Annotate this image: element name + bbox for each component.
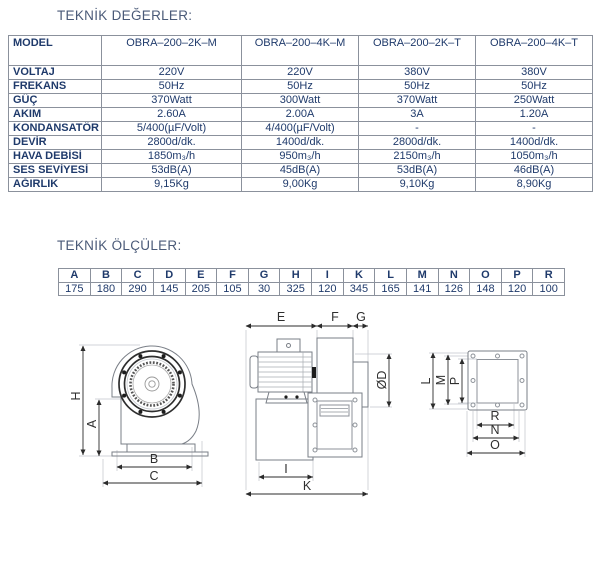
dim-label-b: B	[149, 452, 159, 466]
spec-value: 5/400(µF/Volt)	[102, 122, 242, 136]
technical-drawings	[0, 300, 600, 570]
spec-value: 46dB(A)	[476, 164, 593, 178]
spec-value: 370Watt	[102, 94, 242, 108]
spec-row-label: KONDANSATÖR	[9, 122, 102, 136]
spec-row-label: AKIM	[9, 108, 102, 122]
spec-value: 50Hz	[242, 80, 359, 94]
dim-letter: D	[153, 269, 185, 283]
dim-value: 105	[217, 282, 249, 296]
spec-row-label: SES SEVİYESİ	[9, 164, 102, 178]
spec-row	[9, 150, 593, 164]
spec-row	[9, 108, 593, 122]
dim-letter: A	[59, 269, 91, 283]
dim-value: 145	[153, 282, 185, 296]
spec-value: 50Hz	[476, 80, 593, 94]
spec-row-label: GÜÇ	[9, 94, 102, 108]
spec-row-label: FREKANS	[9, 80, 102, 94]
spec-value: 1400d/dk.	[476, 136, 593, 150]
model-header: OBRA–200–2K–M	[102, 36, 242, 66]
dim-letter: B	[90, 269, 122, 283]
spec-row-label: HAVA DEBİSİ	[9, 150, 102, 164]
dim-letter: L	[375, 269, 407, 283]
spec-row-label: AĞIRLIK	[9, 178, 102, 192]
spec-value: 2.60A	[102, 108, 242, 122]
spec-value: 1850m₃/h	[102, 150, 242, 164]
spec-value: 2800d/dk.	[102, 136, 242, 150]
dim-label-g: G	[356, 310, 366, 324]
dim-value: 100	[533, 282, 565, 296]
dim-value: 120	[501, 282, 533, 296]
spec-value: 9,10Kg	[359, 178, 476, 192]
spec-value: 50Hz	[102, 80, 242, 94]
dim-value: 325	[280, 282, 312, 296]
spec-row-label: DEVİR	[9, 136, 102, 150]
dim-letter: N	[438, 269, 470, 283]
spec-row	[9, 66, 593, 80]
spec-value: 950m₃/h	[242, 150, 359, 164]
spec-value: 250Watt	[476, 94, 593, 108]
spec-value: 1050m₃/h	[476, 150, 593, 164]
model-header: OBRA–200–2K–T	[359, 36, 476, 66]
dim-value: 126	[438, 282, 470, 296]
values-table	[8, 35, 593, 192]
section-title-teknik-degerler: TEKNİK DEĞERLER:	[57, 8, 193, 23]
dim-value: 175	[59, 282, 91, 296]
dim-letter-row	[59, 269, 565, 283]
dim-letter: M	[406, 269, 438, 283]
dim-letter: G	[248, 269, 280, 283]
dim-letter: P	[501, 269, 533, 283]
dim-letter: O	[470, 269, 502, 283]
model-header: OBRA–200–4K–M	[242, 36, 359, 66]
dim-label-o: O	[490, 438, 500, 452]
spec-value: 53dB(A)	[102, 164, 242, 178]
spec-row	[9, 94, 593, 108]
model-corner-header: MODEL	[9, 36, 102, 66]
dim-value: 165	[375, 282, 407, 296]
dim-value: 290	[122, 282, 154, 296]
spec-row	[9, 136, 593, 150]
dim-label-p: P	[448, 376, 462, 386]
dim-label-k: K	[302, 479, 312, 493]
dim-value: 205	[185, 282, 217, 296]
spec-value: 300Watt	[242, 94, 359, 108]
dim-label-e: E	[276, 310, 286, 324]
spec-value: 2.00A	[242, 108, 359, 122]
spec-value: 2800d/dk.	[359, 136, 476, 150]
dim-label-r: R	[490, 409, 500, 423]
spec-value: 220V	[242, 66, 359, 80]
dim-value: 180	[90, 282, 122, 296]
dim-letter: R	[533, 269, 565, 283]
dim-value-row	[59, 282, 565, 296]
dim-label-h: H	[69, 391, 83, 401]
spec-value: 8,90Kg	[476, 178, 593, 192]
dim-letter: K	[343, 269, 375, 283]
dim-letter: C	[122, 269, 154, 283]
dim-letter: E	[185, 269, 217, 283]
spec-row	[9, 122, 593, 136]
spec-value: 220V	[102, 66, 242, 80]
dim-letter: H	[280, 269, 312, 283]
spec-value: 45dB(A)	[242, 164, 359, 178]
dim-label-n: N	[490, 423, 500, 437]
spec-value: 53dB(A)	[359, 164, 476, 178]
spec-value: 50Hz	[359, 80, 476, 94]
spec-value: 370Watt	[359, 94, 476, 108]
spec-value: 3A	[359, 108, 476, 122]
spec-value: 2150m₃/h	[359, 150, 476, 164]
spec-value: -	[476, 122, 593, 136]
dimensions-table	[58, 268, 565, 296]
dim-letter: I	[312, 269, 344, 283]
spec-value: 9,15Kg	[102, 178, 242, 192]
dim-value: 141	[406, 282, 438, 296]
side-view-drawing	[250, 338, 368, 460]
dim-value: 120	[312, 282, 344, 296]
spec-row-label: VOLTAJ	[9, 66, 102, 80]
spec-value: -	[359, 122, 476, 136]
dim-label-m: M	[434, 374, 448, 386]
dim-label-i: I	[284, 462, 288, 476]
front-view-drawing	[112, 346, 208, 456]
dim-letter: F	[217, 269, 249, 283]
spec-value: 9,00Kg	[242, 178, 359, 192]
model-header-row	[9, 36, 593, 66]
flange-view-drawing	[468, 351, 527, 410]
spec-row	[9, 164, 593, 178]
dim-label-a: A	[85, 419, 99, 429]
dim-label-c: C	[149, 469, 159, 483]
dim-label-diameter-d: ØD	[375, 370, 389, 390]
dim-label-f: F	[331, 310, 339, 324]
spec-value: 4/400(µF/Volt)	[242, 122, 359, 136]
spec-value: 380V	[359, 66, 476, 80]
spec-row	[9, 178, 593, 192]
spec-value: 1.20A	[476, 108, 593, 122]
dim-value: 30	[248, 282, 280, 296]
spec-value: 1400d/dk.	[242, 136, 359, 150]
dim-label-l: L	[419, 377, 433, 385]
model-header: OBRA–200–4K–T	[476, 36, 593, 66]
section-title-teknik-olculer: TEKNİK ÖLÇÜLER:	[57, 238, 182, 253]
dim-value: 345	[343, 282, 375, 296]
spec-row	[9, 80, 593, 94]
spec-value: 380V	[476, 66, 593, 80]
dim-value: 148	[470, 282, 502, 296]
